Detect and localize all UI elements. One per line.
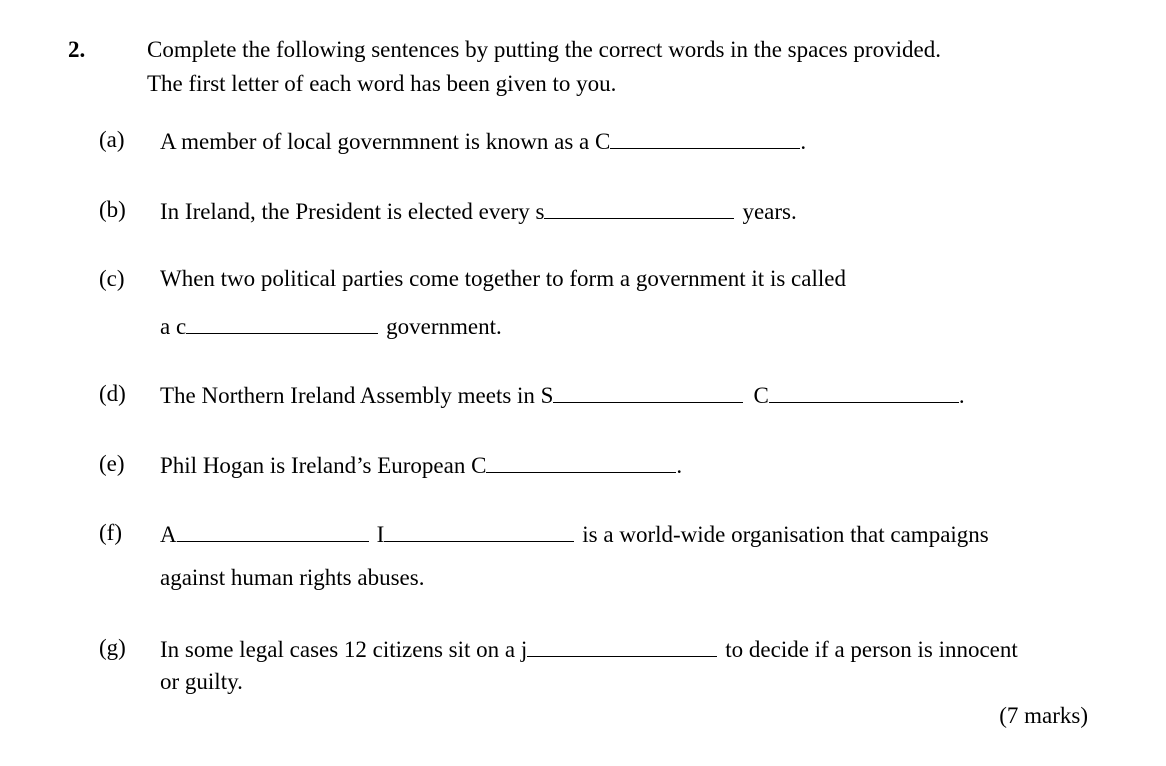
item-e-end: .	[676, 453, 683, 478]
item-a-blank[interactable]	[610, 128, 800, 149]
item-c-text: a c	[160, 314, 187, 339]
item-f-blank-1[interactable]	[177, 521, 369, 542]
item-d-sentence	[160, 382, 965, 407]
item-f-label: (f)	[99, 520, 122, 545]
item-d-end: .	[958, 383, 965, 408]
item-g-end: to decide if a person is innocent	[725, 637, 1018, 662]
item-d-text: The Northern Ireland Assembly meets in S	[160, 383, 554, 408]
item-b-sentence	[160, 198, 797, 223]
item-f-letter-2: I	[376, 522, 385, 547]
item-c-sentence	[160, 313, 502, 338]
marks-label: (7 marks)	[999, 703, 1088, 728]
item-d-letter-2: C	[753, 383, 769, 408]
item-e-label: (e)	[99, 451, 125, 476]
item-e-sentence	[160, 452, 682, 477]
instruction-line-2: The first letter of each word has been given to you.	[147, 71, 617, 96]
item-e-blank[interactable]	[486, 452, 676, 473]
item-d-label: (d)	[99, 381, 126, 406]
item-d-blank-1[interactable]	[553, 382, 743, 403]
question-number: 2.	[68, 37, 86, 62]
instruction-line-1: Complete the following sentences by putting the correct words in the spaces provided.	[147, 37, 941, 62]
item-c-line-1: When two political parties come together to form a government it is called	[160, 266, 846, 291]
item-g-sentence	[160, 636, 1018, 661]
item-a-label: (a)	[99, 127, 125, 152]
item-f-text: is a world-wide organisation that campaigns	[582, 522, 989, 547]
item-a-end: .	[800, 129, 807, 154]
item-d-blank-2[interactable]	[769, 382, 959, 403]
item-e-text: Phil Hogan is Ireland’s European C	[160, 453, 487, 478]
item-g-blank[interactable]	[527, 636, 717, 657]
item-g-line-2: or guilty.	[160, 669, 243, 694]
item-a-sentence	[160, 128, 806, 153]
item-b-end: years.	[742, 199, 797, 224]
item-f-letter-1: A	[160, 522, 177, 547]
item-a-text: A member of local governmnent is known as a C	[160, 129, 611, 154]
item-g-label: (g)	[99, 635, 126, 660]
item-f-blank-2[interactable]	[384, 521, 574, 542]
item-f-line-2: against human rights abuses.	[160, 565, 425, 590]
item-b-text: In Ireland, the President is elected every s	[160, 199, 545, 224]
item-f-sentence	[160, 521, 989, 546]
item-g-text: In some legal cases 12 citizens sit on a j	[160, 637, 528, 662]
item-c-label: (c)	[99, 266, 125, 291]
item-c-end: government.	[386, 314, 502, 339]
item-b-blank[interactable]	[544, 198, 734, 219]
item-c-blank[interactable]	[186, 313, 378, 334]
item-b-label: (b)	[99, 197, 126, 222]
